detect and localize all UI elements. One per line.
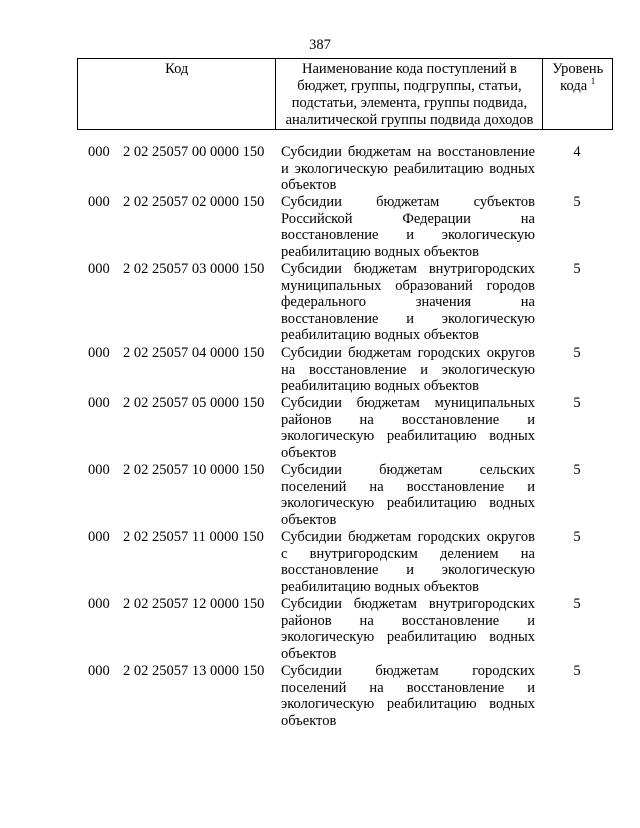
row-group-code: 000 (88, 261, 110, 277)
row-name: Субсидии бюджетам городских округов с внутригородским делением на восстановление и экологическую реабилитацию водных объектов (281, 529, 535, 595)
row-level: 5 (573, 462, 581, 478)
row-level: 5 (573, 261, 581, 277)
row-group-code: 000 (88, 596, 110, 612)
row-code: 2 02 25057 00 0000 150 (123, 144, 265, 160)
row-code: 2 02 25057 05 0000 150 (123, 395, 265, 411)
row-level: 5 (573, 596, 581, 612)
row-group-code: 000 (88, 462, 110, 478)
row-level: 5 (573, 345, 581, 361)
row-name: Субсидии бюджетам муниципальных районов на восстановление и экологическую реабилитацию водных объектов (281, 395, 535, 461)
row-group-code: 000 (88, 345, 110, 361)
row-code: 2 02 25057 10 0000 150 (123, 462, 265, 478)
row-code: 2 02 25057 13 0000 150 (123, 663, 265, 679)
table-row (77, 663, 613, 730)
table-row (77, 194, 613, 261)
row-code: 2 02 25057 11 0000 150 (123, 529, 264, 545)
header-name: Наименование кода поступлений в бюджет, группы, подгруппы, статьи, подстатьи, элемента, группы подвида, аналитической группы подвида доходов (276, 59, 543, 130)
header-level-label: Уровень кода (552, 61, 604, 94)
table-row (77, 596, 613, 663)
table-row (77, 261, 613, 345)
row-level: 5 (573, 663, 581, 679)
row-code: 2 02 25057 03 0000 150 (123, 261, 265, 277)
row-name: Субсидии бюджетам городских округов на восстановление и экологическую реабилитацию водных объектов (281, 345, 535, 394)
header-level (543, 59, 613, 130)
table-row (77, 345, 613, 395)
row-group-code: 000 (88, 144, 110, 160)
row-code: 2 02 25057 12 0000 150 (123, 596, 265, 612)
row-level: 5 (573, 194, 581, 210)
row-name: Субсидии бюджетам сельских поселений на восстановление и экологическую реабилитацию водных объектов (281, 462, 535, 528)
row-name: Субсидии бюджетам субъектов Российской Федерации на восстановление и экологическую реабилитацию водных объектов (281, 194, 535, 260)
row-code: 2 02 25057 02 0000 150 (123, 194, 265, 210)
row-group-code: 000 (88, 395, 110, 411)
header-level-footnote: 1 (590, 76, 596, 87)
table-row (77, 144, 613, 194)
row-group-code: 000 (88, 194, 110, 210)
table-row (77, 529, 613, 596)
row-code: 2 02 25057 04 0000 150 (123, 345, 265, 361)
row-name: Субсидии бюджетам внутригородских районов на восстановление и экологическую реабилитацию водных объектов (281, 596, 535, 662)
header-code: Код (78, 59, 276, 130)
table-body (77, 144, 613, 730)
row-level: 5 (573, 395, 581, 411)
table-header (77, 58, 613, 130)
table-row (77, 395, 613, 462)
table-row (77, 462, 613, 529)
row-name: Субсидии бюджетам городских поселений на восстановление и экологическую реабилитацию водных объектов (281, 663, 535, 729)
row-level: 4 (573, 144, 581, 160)
row-group-code: 000 (88, 663, 110, 679)
row-level: 5 (573, 529, 581, 545)
row-name: Субсидии бюджетам на восстановление и экологическую реабилитацию водных объектов (281, 144, 535, 193)
row-group-code: 000 (88, 529, 110, 545)
page-number: 387 (309, 37, 331, 53)
row-name: Субсидии бюджетам внутригородских муниципальных образований городов федерального значения на восстановление и экологическую реабилитацию водных объектов (281, 261, 535, 343)
